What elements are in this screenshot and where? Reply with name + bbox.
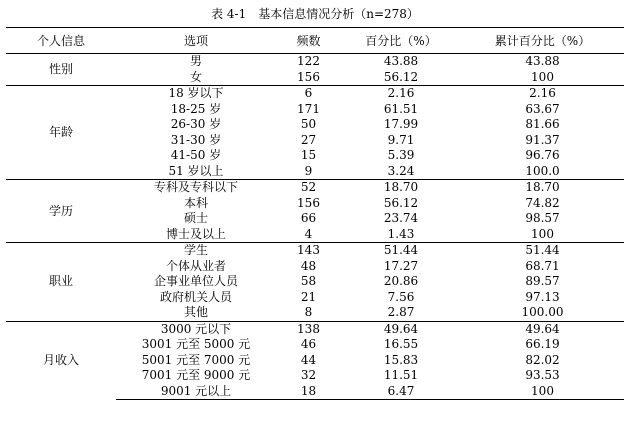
frequency-cell: 32: [300, 368, 317, 383]
group-label: 学历: [6, 180, 116, 243]
basic-info-table: [6, 27, 624, 400]
option-cell: 41-50 岁: [170, 148, 222, 163]
option-cell: 3001 元至 5000 元: [141, 337, 251, 352]
table-row: [6, 86, 624, 102]
percent-cell: 7.56: [387, 289, 415, 304]
percent-cell: 49.64: [341, 321, 461, 337]
cumulative-percent-cell: 97.13: [525, 289, 560, 304]
option-cell: 女: [189, 69, 202, 84]
percent-cell: 2.16: [341, 86, 461, 102]
frequency-cell: 46: [300, 337, 317, 352]
percent-cell: 17.27: [383, 258, 419, 273]
option-cell: 本科: [183, 195, 208, 210]
frequency-cell: 122: [276, 54, 341, 70]
frequency-cell: 66: [300, 211, 317, 226]
frequency-cell: 156: [297, 195, 320, 210]
cumulative-percent-cell: 63.67: [525, 101, 560, 116]
option-cell: 男: [116, 54, 276, 70]
percent-cell: 5.39: [387, 148, 415, 163]
option-cell: 51 岁以上: [168, 163, 224, 178]
percent-cell: 18.70: [341, 180, 461, 196]
cumulative-percent-cell: 66.19: [525, 337, 560, 352]
table-row: [6, 321, 624, 337]
cumulative-percent-cell: 74.82: [525, 195, 560, 210]
option-cell: 9001 元以上: [116, 384, 276, 400]
percent-cell: 51.44: [341, 243, 461, 259]
header-cell: 累计百分比（%）: [461, 28, 624, 54]
option-cell: 5001 元至 7000 元: [141, 352, 251, 367]
percent-cell: 6.47: [341, 384, 461, 400]
table-body: [6, 54, 624, 400]
header-row: [6, 28, 624, 54]
frequency-cell: 52: [276, 180, 341, 196]
percent-cell: 3.24: [387, 163, 415, 178]
option-cell: 硕士: [183, 211, 208, 226]
table-row: [6, 180, 624, 196]
option-cell: 专科及专科以下: [116, 180, 276, 196]
table-row: [6, 54, 624, 70]
frequency-cell: 156: [297, 69, 320, 84]
table-caption: 表 4-1 基本信息情况分析（n=278）: [211, 7, 419, 21]
cumulative-percent-cell: 81.66: [525, 117, 560, 132]
group-label: 年龄: [6, 86, 116, 180]
percent-cell: 56.12: [383, 195, 419, 210]
option-cell: 其他: [183, 305, 208, 320]
cumulative-percent-cell: 49.64: [461, 321, 624, 337]
percent-cell: 1.43: [387, 226, 415, 241]
option-cell: 31-30 岁: [170, 132, 222, 147]
frequency-cell: 6: [276, 86, 341, 102]
group-label: 职业: [6, 243, 116, 322]
cumulative-percent-cell: 68.71: [525, 258, 560, 273]
cumulative-percent-cell: 100: [461, 384, 624, 400]
cumulative-percent-cell: 91.37: [525, 132, 560, 147]
header-cell: 选项: [116, 28, 276, 54]
option-cell: 26-30 岁: [170, 117, 222, 132]
cumulative-percent-cell: 100.00: [521, 305, 564, 320]
percent-cell: 61.51: [383, 101, 419, 116]
frequency-cell: 44: [300, 352, 317, 367]
cumulative-percent-cell: 93.53: [525, 368, 560, 383]
frequency-cell: 21: [300, 289, 317, 304]
header-cell: 百分比（%）: [341, 28, 461, 54]
cumulative-percent-cell: 82.02: [525, 352, 560, 367]
table-row: [6, 243, 624, 259]
frequency-cell: 18: [276, 384, 341, 400]
header-cell: 个人信息: [6, 28, 116, 54]
option-cell: 3000 元以下: [116, 321, 276, 337]
group-label: 性别: [6, 54, 116, 86]
percent-cell: 17.99: [383, 117, 419, 132]
frequency-cell: 171: [297, 101, 320, 116]
frequency-cell: 15: [300, 148, 317, 163]
cumulative-percent-cell: 2.16: [461, 86, 624, 102]
frequency-cell: 9: [304, 163, 313, 178]
frequency-cell: 143: [276, 243, 341, 259]
percent-cell: 16.55: [383, 337, 419, 352]
option-cell: 个体从业者: [165, 258, 226, 273]
option-cell: 博士及以上: [165, 226, 226, 241]
percent-cell: 56.12: [383, 69, 419, 84]
cumulative-percent-cell: 100.0: [525, 163, 560, 178]
frequency-cell: 48: [300, 258, 317, 273]
cumulative-percent-cell: 98.57: [525, 211, 560, 226]
frequency-cell: 4: [304, 226, 313, 241]
option-cell: 政府机关人员: [159, 289, 232, 304]
option-cell: 学生: [116, 243, 276, 259]
percent-cell: 20.86: [383, 274, 419, 289]
header-cell: 频数: [276, 28, 341, 54]
cumulative-percent-cell: 43.88: [461, 54, 624, 70]
percent-cell: 11.51: [383, 368, 419, 383]
cumulative-percent-cell: 89.57: [525, 274, 560, 289]
percent-cell: 2.87: [387, 305, 415, 320]
percent-cell: 9.71: [387, 132, 415, 147]
cumulative-percent-cell: 18.70: [461, 180, 624, 196]
frequency-cell: 8: [304, 305, 313, 320]
frequency-cell: 27: [300, 132, 317, 147]
group-label: 月收入: [6, 321, 116, 400]
option-cell: 18-25 岁: [170, 101, 222, 116]
frequency-cell: 58: [300, 274, 317, 289]
cumulative-percent-cell: 96.76: [525, 148, 560, 163]
cumulative-percent-cell: 100: [531, 69, 554, 84]
percent-cell: 23.74: [383, 211, 419, 226]
option-cell: 企事业单位人员: [153, 274, 238, 289]
percent-cell: 15.83: [383, 352, 419, 367]
frequency-cell: 138: [276, 321, 341, 337]
frequency-cell: 50: [300, 117, 317, 132]
option-cell: 18 岁以下: [116, 86, 276, 102]
cumulative-percent-cell: 100: [531, 226, 554, 241]
cumulative-percent-cell: 51.44: [461, 243, 624, 259]
percent-cell: 43.88: [341, 54, 461, 70]
option-cell: 7001 元至 9000 元: [141, 368, 251, 383]
